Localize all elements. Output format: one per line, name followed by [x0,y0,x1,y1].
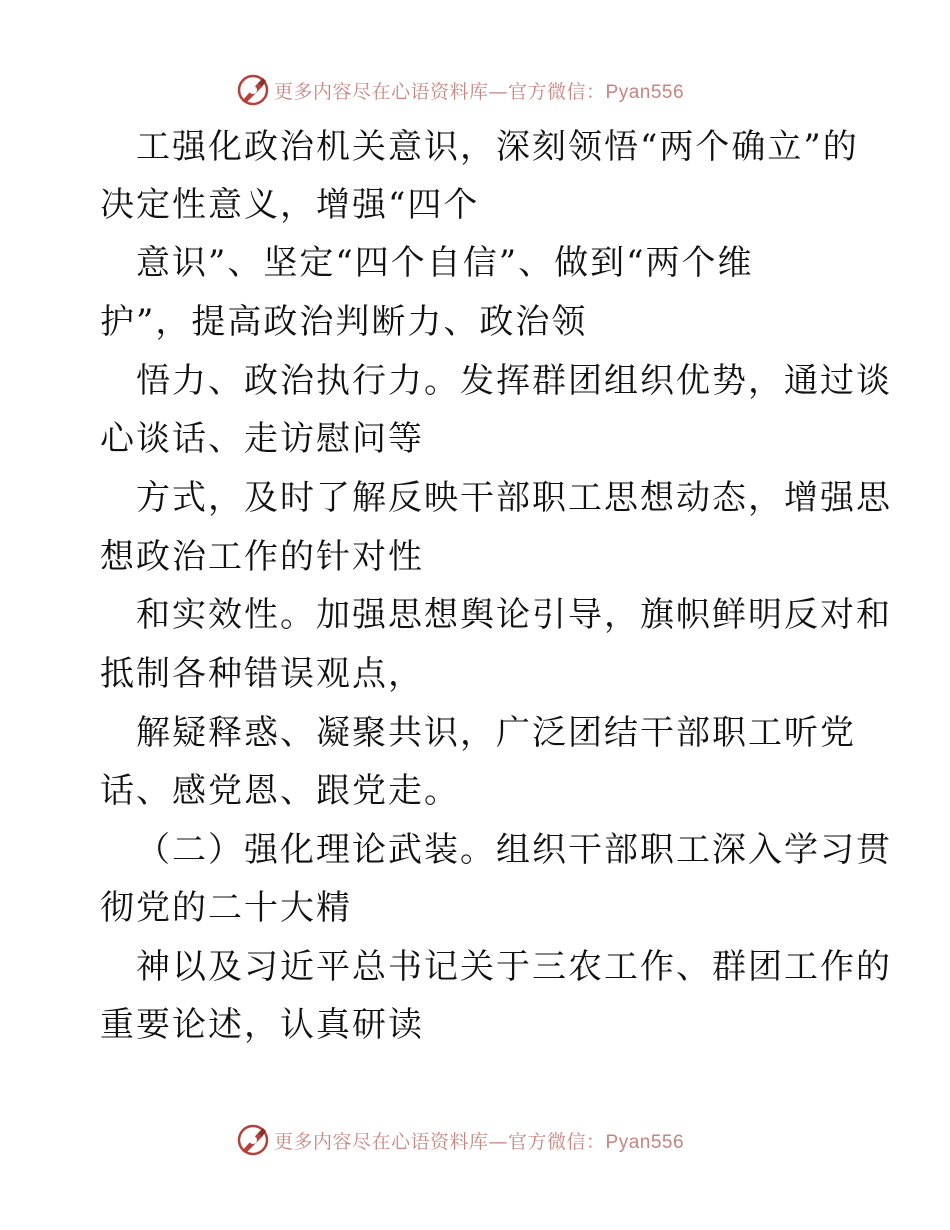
watermark-prefix: 更多内容尽在心语资料库 [274,80,489,103]
body-line: 工强化政治机关意识，深刻领悟“两个确立”的 [136,127,859,167]
body-line: 和实效性。加强思想舆论引导，旗帜鲜明反对和 [136,595,892,635]
watermark-separator: — [488,1130,509,1153]
body-line: （二）强化理论武装。组织干部职工深入学习贯 [136,830,892,870]
body-line: 意识”、坚定“四个自信”、做到“两个维 [136,243,754,283]
body-line: 心谈话、走访慰问等 [100,419,424,459]
body-line: 决定性意义，增强“四个 [100,185,480,225]
body-line: 想政治工作的针对性 [100,537,424,577]
watermark-handle: Pyan556 [605,1131,685,1153]
body-line: 神以及习近平总书记关于三农工作、群团工作的 [136,947,892,987]
body-line: 话、感党恩、跟党走。 [100,771,460,811]
body-line: 重要论述，认真研读 [100,1005,424,1045]
watermark-text [274,77,684,104]
body-line: 解疑释惑、凝聚共识，广泛团结干部职工听党 [136,713,856,753]
watermark-banner-bottom [236,1122,716,1158]
watermark-text [274,1127,684,1154]
watermark-prefix: 更多内容尽在心语资料库 [274,1130,489,1153]
body-line: 悟力、政治执行力。发挥群团组织优势，通过谈 [136,361,892,401]
pen-circle-logo-icon [236,1123,270,1157]
body-line: 抵制各种错误观点， [100,654,424,694]
watermark-handle: Pyan556 [605,81,685,103]
body-line: 彻党的二十大精 [100,888,352,928]
watermark-separator: — [488,80,509,103]
body-line: 护”，提高政治判断力、政治领 [100,302,588,342]
pen-circle-logo-icon [236,73,270,107]
watermark-banner-top [236,72,716,108]
watermark-label: 官方微信： [508,80,606,103]
body-line: 方式，及时了解反映干部职工思想动态，增强思 [136,478,892,518]
watermark-label: 官方微信： [508,1130,606,1153]
